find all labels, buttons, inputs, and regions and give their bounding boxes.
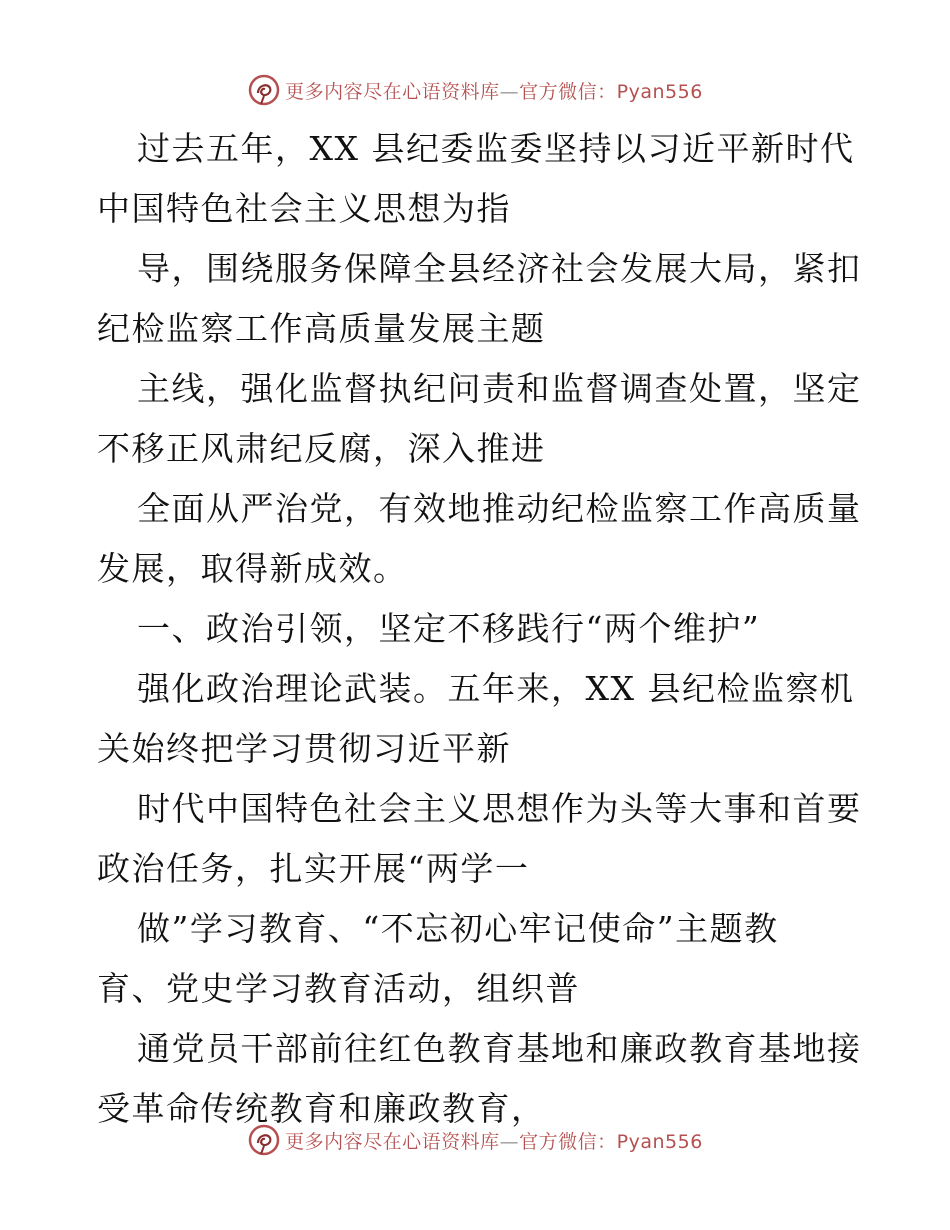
paragraph-line: 强化政治理论武装。五年来，XX 县纪检监察机 — [137, 669, 855, 708]
watermark-text: 更多内容尽在心语资料库—官方微信：Pyan556 — [285, 80, 703, 103]
paragraph-line: 纪检监察工作高质量发展主题 — [97, 309, 546, 348]
paragraph-line: 受革命传统教育和廉政教育， — [97, 1089, 546, 1128]
paragraph-line: 发展，取得新成效。 — [97, 549, 408, 588]
paragraph-line: 全面从严治党，有效地推动纪检监察工作高质量 — [137, 489, 862, 528]
paragraph-line: 过去五年，XX 县纪委监委坚持以习近平新时代 — [137, 129, 855, 168]
footer-watermark — [0, 1120, 950, 1160]
paragraph-line: 通党员干部前往红色教育基地和廉政教育基地接 — [137, 1029, 862, 1068]
header-watermark — [0, 70, 950, 110]
paragraph-line: 主线，强化监督执纪问责和监督调查处置，坚定 — [137, 369, 862, 408]
paragraph-line: 不移正风肃纪反腐，深入推进 — [97, 429, 546, 468]
paragraph-line: 政治任务，扎实开展“两学一 — [97, 849, 530, 888]
rose-logo-icon — [247, 1123, 281, 1157]
section-heading: 一、政治引领，坚定不移践行“两个维护” — [137, 609, 761, 648]
rose-logo-icon — [247, 73, 281, 107]
paragraph-line: 导，围绕服务保障全县经济社会发展大局，紧扣 — [137, 249, 862, 288]
watermark-text: 更多内容尽在心语资料库—官方微信：Pyan556 — [285, 1130, 703, 1153]
paragraph-line: 时代中国特色社会主义思想作为头等大事和首要 — [137, 789, 862, 828]
paragraph-line: 育、党史学习教育活动，组织普 — [97, 969, 580, 1008]
paragraph-line: 关始终把学习贯彻习近平新 — [97, 729, 511, 768]
document-body — [97, 123, 862, 1143]
paragraph-line: 中国特色社会主义思想为指 — [97, 189, 511, 228]
paragraph-line: 做”学习教育、“不忘初心牢记使命”主题教 — [137, 909, 779, 948]
